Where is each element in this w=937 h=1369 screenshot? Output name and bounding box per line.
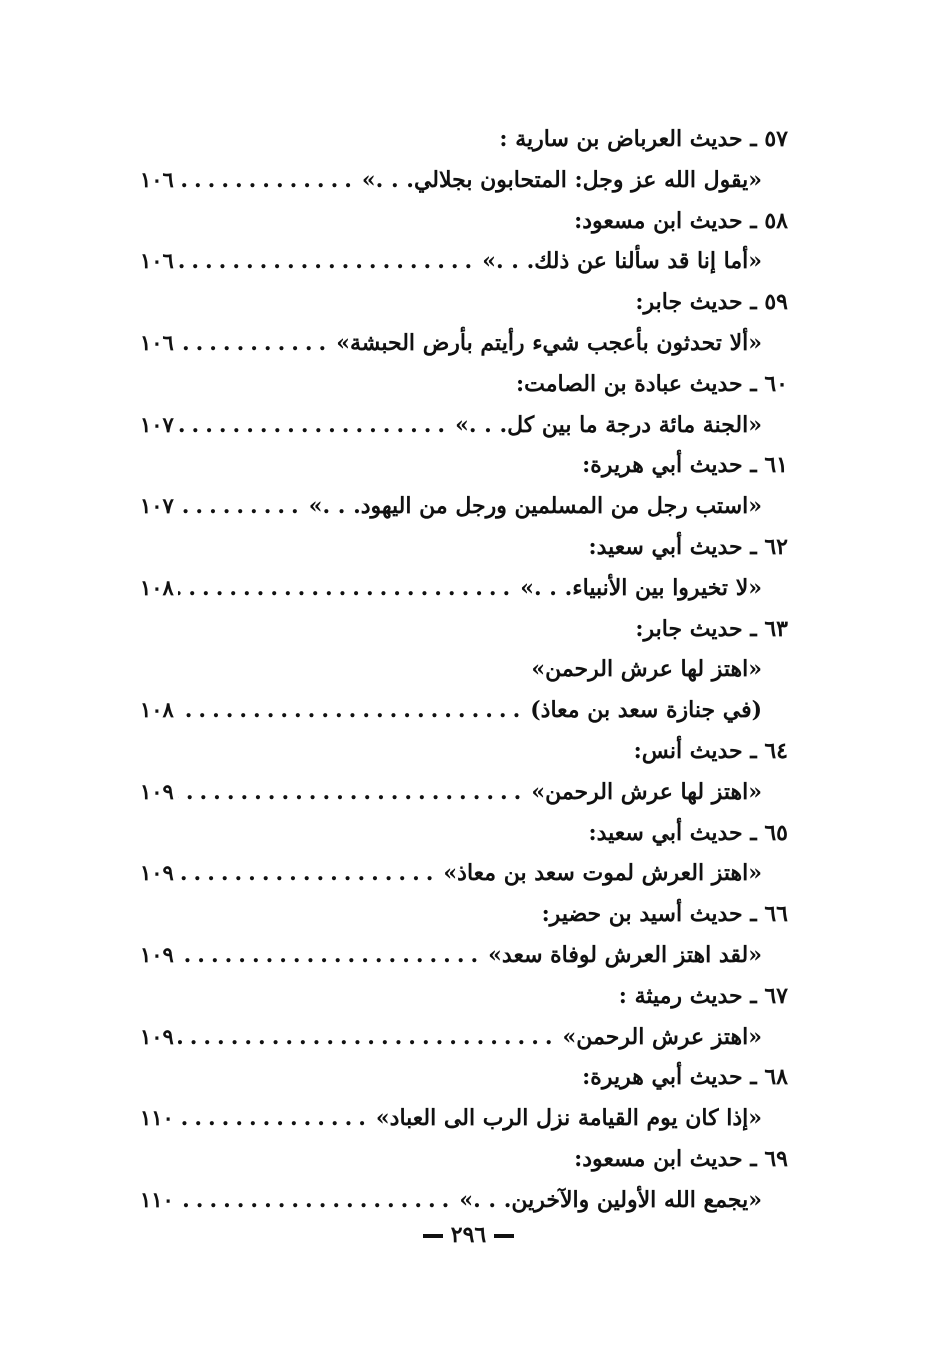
toc-page-number: ١١٠ [140,1105,174,1131]
toc-heading: ٦٤ ـ حديث أنس: [633,737,788,764]
table-of-contents [140,119,788,1221]
toc-entry-text: «يقول الله عز وجل: المتحابون بجلالي. . .» [361,166,762,193]
toc-heading: ٦١ ـ حديث أبي هريرة: [582,452,788,479]
toc-page-number: ١٠٦ [140,329,174,355]
dot-leader [178,1017,559,1058]
toc-entry [140,405,788,446]
toc-heading: ٥٩ ـ حديث جابر: [635,289,788,316]
footer-dash-left [423,1234,443,1238]
toc-entry [140,1180,788,1221]
toc-entry [140,690,788,731]
toc-page-number: ١٠٧ [140,493,174,519]
toc-page-number: ١٠٨ [140,574,174,600]
toc-entry [140,649,788,690]
toc-heading: ٥٧ ـ حديث العرباض بن سارية : [499,126,788,152]
dot-leader [178,323,332,364]
page-footer [0,1222,937,1248]
toc-heading: ٦٢ ـ حديث أبي سعيد: [588,533,788,560]
toc-heading: ٦٠ ـ حديث عبادة بن الصامت: [515,370,788,397]
toc-entry-text: «اهتز العرش لموت سعد بن معاذ» [443,860,762,887]
toc-page-number: ١٠٧ [140,411,174,437]
toc-page-number: ١٠٨ [140,697,174,723]
toc-entry [140,486,788,527]
toc-entry-text: «يجمع الله الأولين والآخرين. . .» [459,1186,762,1213]
toc-entry-text: «استب رجل من المسلمين ورجل من اليهود. . .» [308,493,762,520]
toc-entry [140,1098,788,1139]
toc-heading: ٦٨ ـ حديث أبي هريرة: [582,1064,788,1091]
toc-entry-text: «اهتز لها عرش الرحمن» [531,778,762,805]
toc-entry [140,772,788,813]
page-number: ٢٩٦ [450,1222,487,1248]
toc-page-number: ١٠٩ [140,1023,174,1049]
toc-entry [140,853,788,894]
toc-entry-text: «اهتز عرش الرحمن» [562,1023,762,1050]
toc-entry [140,1017,788,1058]
toc-entry-text: «لا تخيروا بين الأنبياء. . .» [520,574,762,601]
dot-leader [178,160,358,201]
toc-heading: ٦٧ ـ حديث رميثة : [618,982,788,1009]
toc-entry [140,323,788,364]
toc-heading: ٦٣ ـ حديث جابر: [635,615,788,642]
toc-page-number: ١٠٩ [140,778,174,804]
dot-leader [178,486,305,527]
toc-page-number: ١٠٩ [140,941,174,967]
toc-entry-text: «الجنة مائة درجة ما بين كل. . .» [455,411,762,438]
toc-entry-text: (في جنازة سعد بن معاذ) [530,697,762,724]
toc-page-number: ١١٠ [140,1186,174,1212]
toc-page-number: ١٠٦ [140,248,174,274]
toc-entry [140,160,788,201]
toc-heading: ٦٥ ـ حديث أبي سعيد: [588,819,788,846]
toc-entry [140,935,788,976]
dot-leader [178,1098,372,1139]
toc-entry [140,241,788,282]
toc-heading: ٥٨ ـ حديث ابن مسعود: [574,207,788,234]
toc-heading: ٦٩ ـ حديث ابن مسعود: [574,1145,788,1172]
toc-entry [140,568,788,609]
dot-leader [178,690,526,731]
dot-leader [178,772,528,813]
dot-leader [178,568,516,609]
toc-page-number: ١٠٦ [140,166,174,192]
dot-leader [178,241,478,282]
dot-leader [178,405,451,446]
toc-entry-text: «أما إنا قد سألنا عن ذلك. . .» [482,248,762,275]
toc-entry-text: «إذا كان يوم القيامة نزل الرب الى العباد» [375,1105,762,1132]
toc-entry-text: «لقد اهتز العرش لوفاة سعد» [488,941,762,968]
toc-entry-text: «اهتز لها عرش الرحمن» [531,656,762,683]
toc-entry-text: «ألا تحدثون بأعجب شيء رأيتم بأرض الحبشة» [336,329,762,356]
footer-dash-right [494,1234,514,1238]
toc-page-number: ١٠٩ [140,860,174,886]
dot-leader [178,935,484,976]
toc-heading: ٦٦ ـ حديث أسيد بن حضير: [541,901,788,928]
dot-leader [178,853,440,894]
dot-leader [178,1180,455,1221]
